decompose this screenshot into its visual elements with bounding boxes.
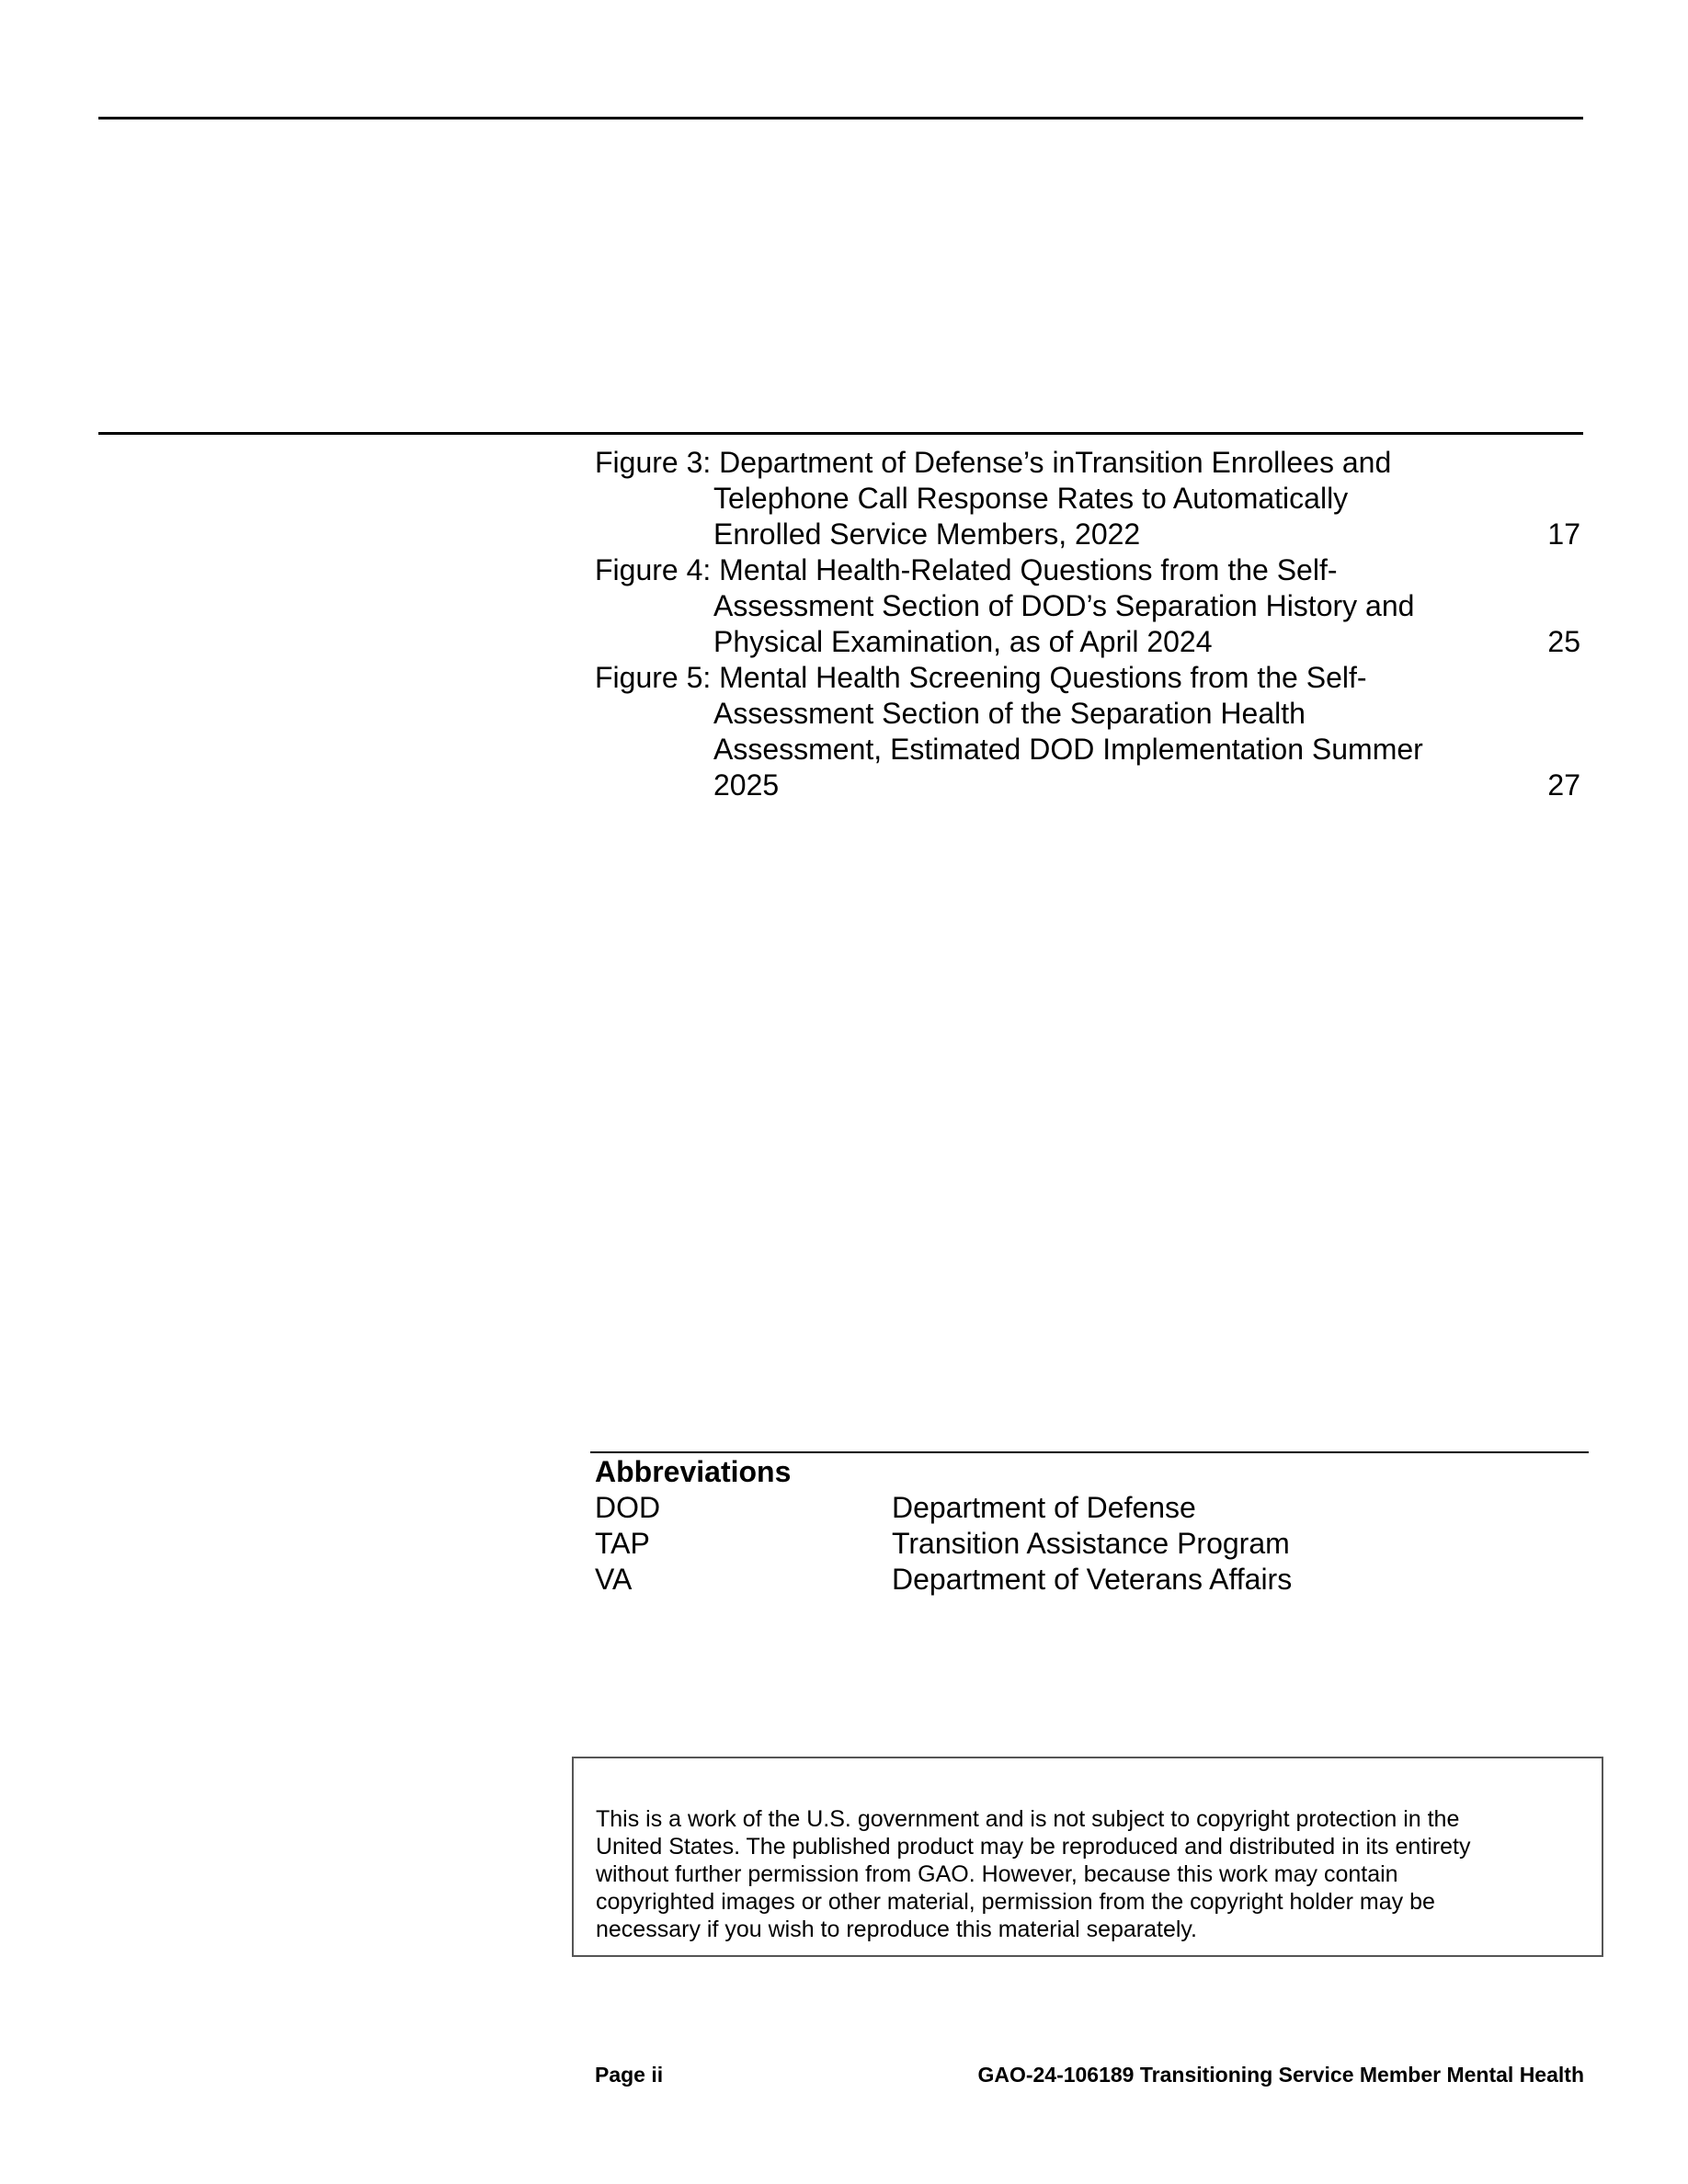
copyright-line-5: necessary if you wish to reproduce this material separately. <box>596 1917 1198 1942</box>
abbreviation-term: VA <box>595 1563 633 1596</box>
figure-4-title-line-1: Figure 4: Mental Health-Related Questions from the Self- <box>595 553 1338 586</box>
abbreviation-definition: Department of Veterans Affairs <box>892 1563 1293 1596</box>
copyright-line-2: United States. The published product may be reproduced and distributed in its entirety <box>596 1834 1471 1860</box>
abbreviation-definition: Transition Assistance Program <box>892 1527 1290 1560</box>
abbreviation-term: TAP <box>595 1527 650 1560</box>
figure-3-page-number: 17 <box>1547 518 1580 551</box>
copyright-notice-box <box>572 1757 1603 1957</box>
figure-3-title-line-3: Enrolled Service Members, 2022 <box>713 518 1141 551</box>
copyright-line-3: without further permission from GAO. However, because this work may contain <box>596 1861 1398 1887</box>
footer-page-number: Page ii <box>595 2063 664 2087</box>
abbreviation-definition: Department of Defense <box>892 1491 1196 1524</box>
contents-rule <box>98 432 1583 435</box>
abbreviation-term: DOD <box>595 1491 661 1524</box>
list-of-figures <box>595 445 1582 803</box>
footer-report-title: GAO-24-106189 Transitioning Service Member Mental Health <box>977 2063 1584 2087</box>
figure-4-title-line-2: Assessment Section of DOD’s Separation History and <box>713 589 1415 622</box>
abbreviation-row <box>595 1490 1588 1526</box>
figure-4-page-number: 25 <box>1547 625 1580 658</box>
copyright-line-4: copyrighted images or other material, permission from the copyright holder may be <box>596 1889 1435 1915</box>
figure-4-title-line-3: Physical Examination, as of April 2024 <box>713 625 1213 658</box>
abbreviations-section <box>595 1454 1588 1598</box>
figure-5-title-line-4: 2025 <box>713 768 780 802</box>
abbreviations-rule <box>590 1451 1589 1453</box>
top-rule <box>98 117 1583 119</box>
figure-5-title-line-3: Assessment, Estimated DOD Implementation Summer <box>713 733 1423 766</box>
figure-3-entry[interactable] <box>595 445 1582 552</box>
figure-5-title-line-2: Assessment Section of the Separation Health <box>713 697 1306 730</box>
copyright-notice-text <box>596 1805 1580 1943</box>
copyright-line-1: This is a work of the U.S. government and is not subject to copyright protection in the <box>596 1806 1460 1832</box>
figure-5-title-line-1: Figure 5: Mental Health Screening Questions from the Self- <box>595 661 1367 694</box>
figure-3-title-line-1: Figure 3: Department of Defense’s inTransition Enrollees and <box>595 446 1392 479</box>
abbreviation-row <box>595 1526 1588 1562</box>
abbreviation-row <box>595 1562 1588 1598</box>
figure-5-entry[interactable] <box>595 660 1582 803</box>
figure-3-title-line-2: Telephone Call Response Rates to Automatically <box>713 482 1349 515</box>
abbreviations-heading: Abbreviations <box>595 1455 792 1488</box>
figure-5-page-number: 27 <box>1547 768 1580 802</box>
figure-4-entry[interactable] <box>595 552 1582 660</box>
